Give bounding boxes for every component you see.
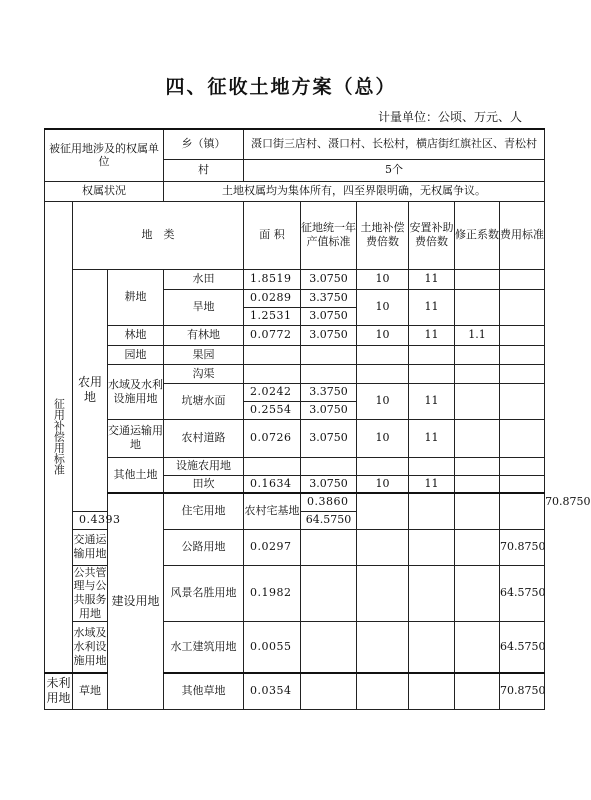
row-jiaotong: 交通运输用地 xyxy=(108,419,164,457)
group-build: 建设用地 xyxy=(108,493,164,709)
row-youlindi: 有林地 xyxy=(164,325,244,345)
owner-label: 被征用地涉及的权属单位 xyxy=(45,129,164,181)
cell-fee: 70.8750 xyxy=(500,673,545,709)
cell-value: 3.3750 xyxy=(301,289,357,307)
row-jiaotong2: 交通运输用地 xyxy=(73,529,108,565)
cell-area: 1.2531 xyxy=(244,307,301,325)
row-gouqu: 沟渠 xyxy=(164,364,244,383)
row-nongcun-road: 农村道路 xyxy=(164,419,244,457)
cell-fee: 70.8750 xyxy=(500,529,545,565)
row-yuandi: 园地 xyxy=(108,345,164,364)
cell-value: 3.0750 xyxy=(301,307,357,325)
row-qitacaodi: 其他草地 xyxy=(164,673,244,709)
cell-comp: 10 xyxy=(357,269,409,289)
row-handi: 旱地 xyxy=(164,289,244,325)
row-fengjing: 风景名胜用地 xyxy=(164,565,244,621)
cell-area: 0.1634 xyxy=(244,475,301,493)
status-value: 土地权属均为集体所有，四至界限明确，无权属争议。 xyxy=(164,181,545,201)
cell-comp: 10 xyxy=(357,325,409,345)
cell-area: 0.0726 xyxy=(244,419,301,457)
cell-area: 0.0297 xyxy=(244,529,301,565)
cell-value: 3.0750 xyxy=(301,419,357,457)
area-header: 面 积 xyxy=(244,201,301,269)
cell-fee: 64.5750 xyxy=(500,565,545,621)
cell-resettle: 11 xyxy=(409,325,455,345)
annual-value-header: 征地统一年产值标准 xyxy=(301,201,357,269)
cell-area: 0.0772 xyxy=(244,325,301,345)
cell-comp: 10 xyxy=(357,419,409,457)
cell-value: 3.3750 xyxy=(301,383,357,401)
cell-area: 0.2554 xyxy=(244,401,301,419)
row-caodi: 草地 xyxy=(73,673,108,709)
cell-correction: 1.1 xyxy=(455,325,500,345)
cell-value: 3.0750 xyxy=(301,269,357,289)
town-label: 乡（镇） xyxy=(164,129,244,159)
village-label: 村 xyxy=(164,159,244,181)
fee-header: 费用标准 xyxy=(500,201,545,269)
cell-resettle: 11 xyxy=(409,289,455,325)
cell-value: 3.0750 xyxy=(301,325,357,345)
cell-area: 0.3860 xyxy=(301,493,357,511)
cell-area: 0.0055 xyxy=(244,621,301,673)
row-qita: 其他土地 xyxy=(108,457,164,493)
cell-resettle: 11 xyxy=(409,383,455,419)
row-gonglu: 公路用地 xyxy=(164,529,244,565)
land-comp-header: 土地补偿费倍数 xyxy=(357,201,409,269)
cell-area: 0.0354 xyxy=(244,673,301,709)
row-zhaijidi: 农村宅基地 xyxy=(244,493,301,529)
cell-value: 3.0750 xyxy=(301,401,357,419)
cell-comp: 10 xyxy=(357,383,409,419)
correction-header: 修正系数 xyxy=(455,201,500,269)
page-title: 四、征收土地方案（总） xyxy=(165,76,397,98)
cell-resettle: 11 xyxy=(409,475,455,493)
village-value: 5个 xyxy=(244,159,545,181)
cell-area: 0.4393 xyxy=(73,511,108,529)
cell-comp: 10 xyxy=(357,289,409,325)
row-shuigong: 水工建筑用地 xyxy=(164,621,244,673)
row-kengtang: 坑塘水面 xyxy=(164,383,244,419)
unit-line: 计量单位：公顷、万元、人 xyxy=(377,110,522,124)
cell-area: 1.8519 xyxy=(244,269,301,289)
land-type-header: 地 类 xyxy=(73,201,244,269)
row-tiankan: 田坎 xyxy=(164,475,244,493)
status-label: 权属状况 xyxy=(45,181,164,201)
cell-area: 0.1982 xyxy=(244,565,301,621)
cell-value: 3.0750 xyxy=(301,475,357,493)
row-shuitian: 水田 xyxy=(164,269,244,289)
row-gengdi: 耕地 xyxy=(108,269,164,325)
row-gonggong: 公共管理与公共服务用地 xyxy=(73,565,107,620)
town-value: 滠口街三店村、滠口村、长松村，横店街红旗社区、青松村 xyxy=(244,129,545,159)
row-zhuzhai: 住宅用地 xyxy=(164,493,244,529)
cell-area: 0.0289 xyxy=(244,289,301,307)
resettle-header: 安置补助费倍数 xyxy=(409,201,455,269)
row-guoyuan: 果园 xyxy=(164,345,244,364)
cell-comp: 10 xyxy=(357,475,409,493)
land-acquisition-table: 被征用地涉及的权属单位 乡（镇） 滠口街三店村、滠口村、长松村，横店街红旗社区、青松村 村 5个 权属状况 土地权属均为集体所有，四至界限明确，无权属争议。 征用补偿用标准 地 类 面 积 征地统一年产值标准 土地补偿费倍数 安置补助费倍数 修正系数 费用标准 农用地 耕地 水田 1.8519 3.0750 10 11 旱地 0.0289 3.3750 10 11 1.2531 3.0750 林地 有林地 0.0772 3.0750 10 11 1.1 园地 果园 水域及水利设施用地 沟渠 坑塘水面 2.0242 3.3750 10 11 0.2554 3.0750 交通运输用地 农村道路 0.0726 3.0750 10 11 其他土地 设施农用地 田坎 0.1634 3.0750 10 11 建设用地 住宅用地 农村宅基地 0.3860 70.8750 0.4393 64.5750 交通运输用地 公路用地 0.0297 70.8750 公共管理与公共服务用地 风景名胜用地 0.1982 64.5750 水域及水利设施用地 水工建筑用地 0.0055 64.5750 未利用地 草地 其他草地 0.0354 70.8750 xyxy=(44,128,545,710)
cell-fee: 64.5750 xyxy=(500,621,545,673)
row-sheshi: 设施农用地 xyxy=(164,457,244,475)
group-agri: 农用地 xyxy=(73,269,108,511)
row-lindi: 林地 xyxy=(108,325,164,345)
row-shuiyu: 水域及水利设施用地 xyxy=(108,364,164,419)
cell-fee: 64.5750 xyxy=(301,511,357,529)
cell-resettle: 11 xyxy=(409,269,455,289)
row-shuiyu2: 水域及水利设施用地 xyxy=(73,621,108,673)
cell-resettle: 11 xyxy=(409,419,455,457)
cell-area: 2.0242 xyxy=(244,383,301,401)
group-unused: 未利用地 xyxy=(45,673,73,709)
side-label: 征用补偿用标准 xyxy=(45,201,73,673)
